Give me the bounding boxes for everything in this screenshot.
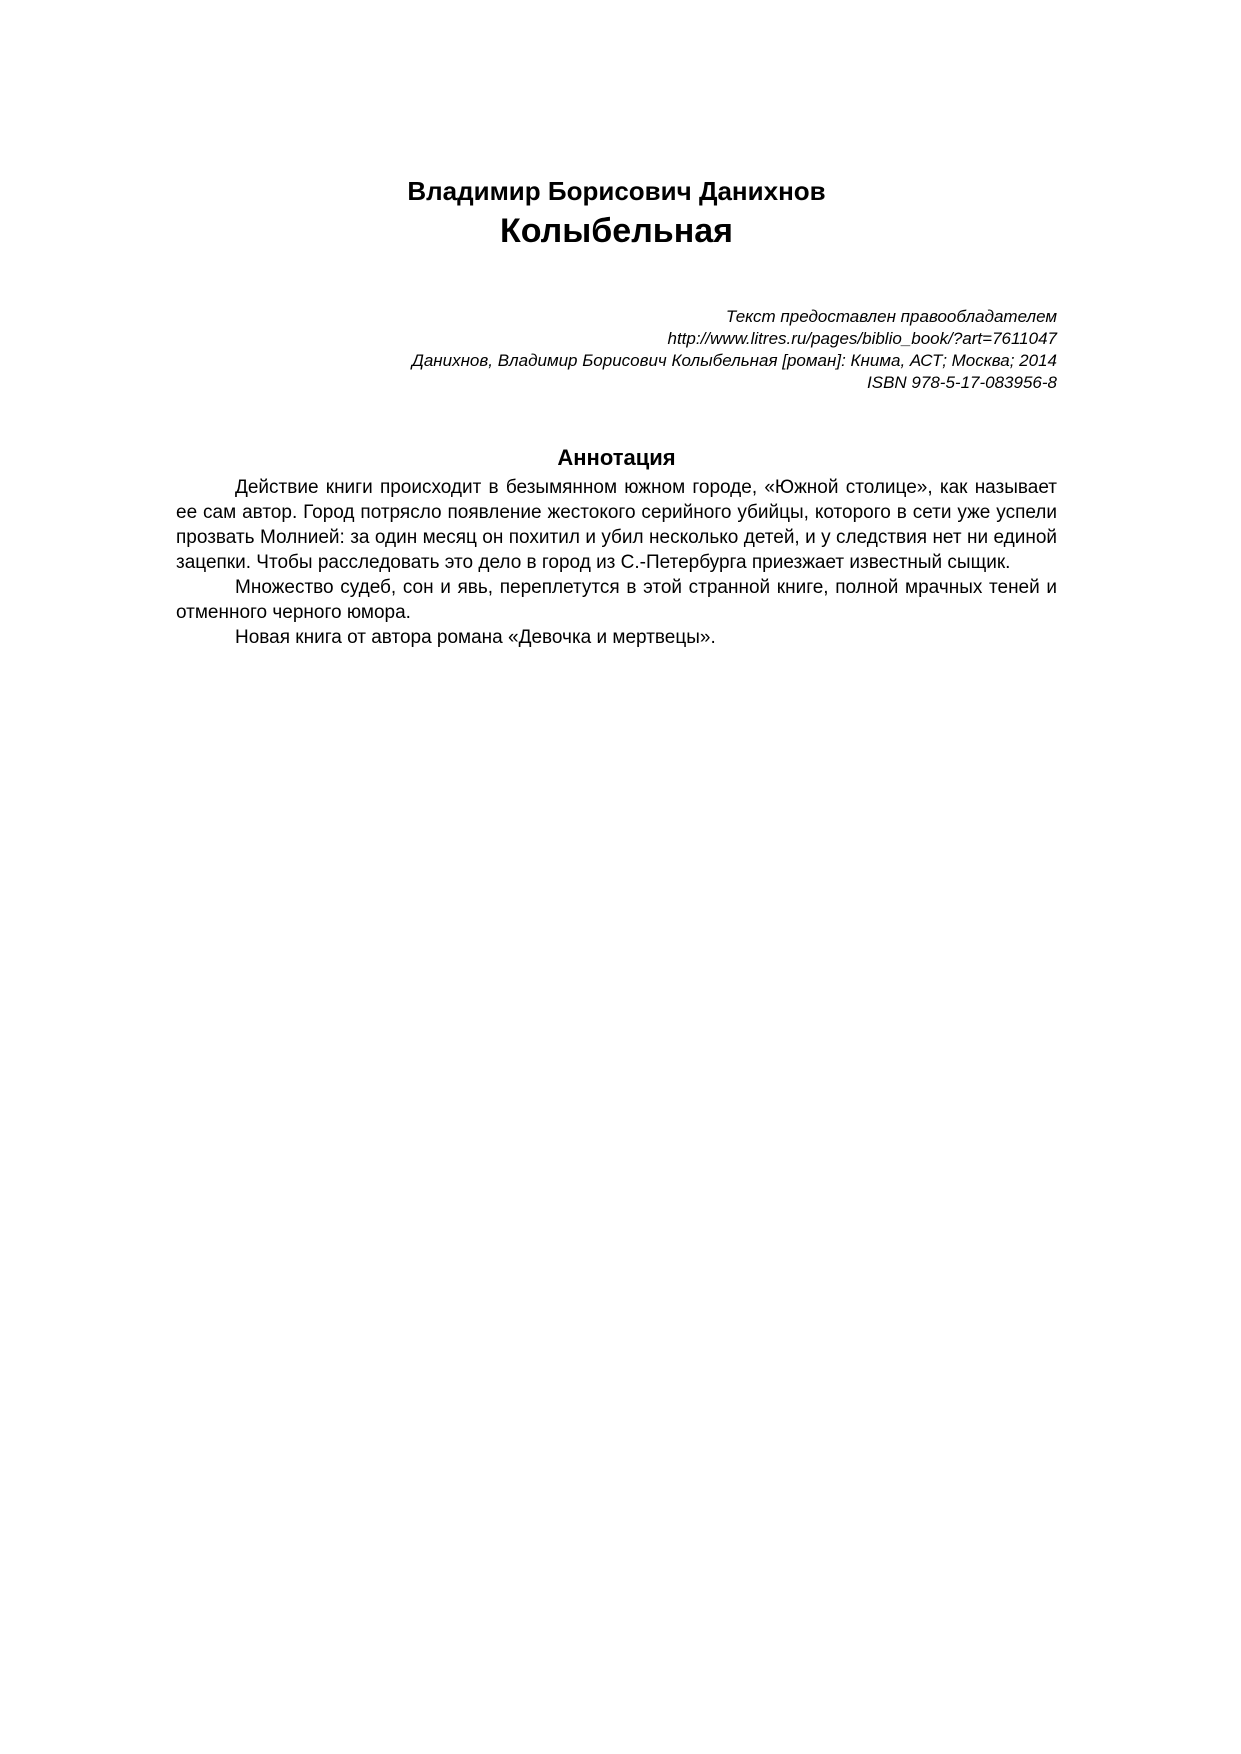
book-title: Колыбельная [499, 212, 733, 250]
annotation-paragraph: Действие книги происходит в безымянном южном городе, «Южной столице», как называет ее сам автор. Город потрясло появление жестокого серийного убийцы, которого в сети уже успели прозвать Молнией: за один месяц он похитил и убил несколько детей, и у следствия нет ни единой зацепки. Чтобы расследовать это дело в город из С.-Петербурга приезжает известный сыщик. [176, 477, 1057, 573]
annotation-heading: Аннотация [557, 445, 676, 470]
annotation-paragraph: Новая книга от автора романа «Девочка и мертвецы». [235, 627, 716, 648]
annotation-paragraph: Множество судеб, сон и явь, переплетутся в этой странной книге, полной мрачных теней и отменного черного юмора. [176, 577, 1057, 623]
publication-meta [176, 306, 1057, 394]
isbn: ISBN 978-5-17-083956-8 [867, 373, 1057, 392]
source-url: http://www.litres.ru/pages/biblio_book/?art=7611047 [667, 329, 1057, 348]
author-name: Владимир Борисович Данихнов [407, 176, 826, 206]
annotation-body [176, 475, 1057, 650]
citation: Данихнов, Владимир Борисович Колыбельная [роман]: Книма, АСТ; Москва; 2014 [411, 351, 1057, 370]
provided-by-note: Текст предоставлен правообладателем [725, 307, 1057, 326]
